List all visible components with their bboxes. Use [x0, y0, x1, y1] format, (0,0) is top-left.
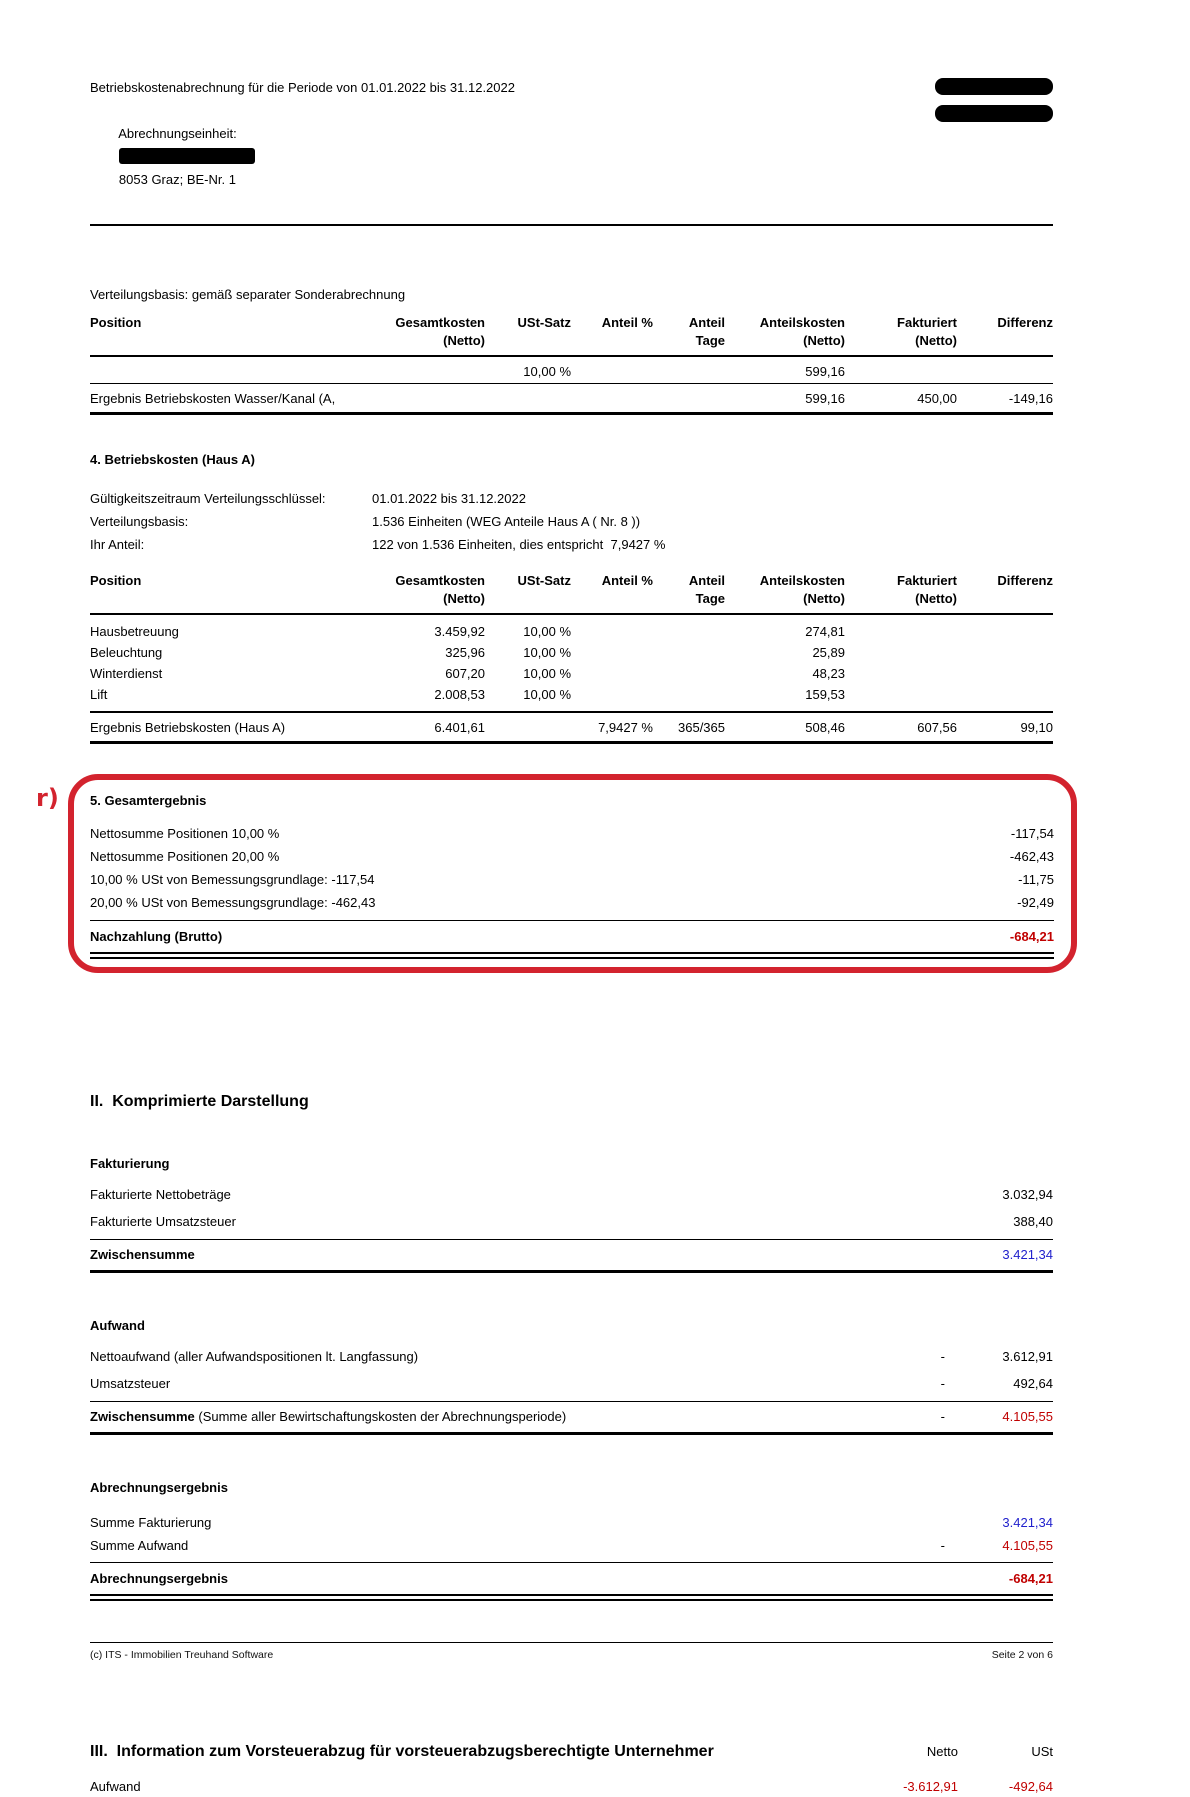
section3: [90, 1743, 1053, 1797]
cell-anteilskosten: 274,81: [805, 624, 845, 639]
summary-row: [90, 891, 1054, 914]
subtotal-label: Zwischensumme: [90, 1409, 195, 1424]
meta-label: Gültigkeitszeitraum Verteilungsschlüssel:: [90, 491, 326, 506]
highlight-box-gesamtergebnis: [36, 774, 1077, 973]
header-divider: [90, 224, 1053, 226]
cell-gesamtkosten: 2.008,53: [434, 687, 485, 702]
cell-anteil-tage: 365/365: [678, 719, 725, 735]
cell-position: Hausbetreuung: [90, 624, 179, 639]
zwischensumme-row: [90, 1402, 1053, 1432]
cell-anteilskosten: 508,46: [805, 719, 845, 735]
column-header-anteil-prozent: Anteil %: [601, 573, 653, 588]
meta-row: [90, 487, 1053, 510]
summary-value: -92,49: [1017, 895, 1054, 910]
minus-sign: -: [940, 1376, 945, 1391]
minus-sign: -: [940, 1538, 945, 1553]
column-header-fakturiert: Fakturiert (Netto): [897, 315, 957, 348]
meta-row: [90, 533, 1053, 556]
subtotal-dash: [925, 1247, 945, 1262]
summary-value: 3.612,91: [1002, 1349, 1053, 1364]
row-label: Aufwand: [90, 1779, 141, 1794]
subtotal-note: (Summe aller Bewirtschaftungskosten der Abrechnungsperiode): [194, 1409, 567, 1424]
cell-differenz: 99,10: [1020, 719, 1053, 735]
abrechnungsergebnis-heading: Abrechnungsergebnis: [90, 1480, 228, 1495]
summary-row: [90, 1534, 1053, 1557]
cell-position: Beleuchtung: [90, 645, 163, 660]
minus-sign: -: [940, 1409, 945, 1424]
total-label: Nachzahlung (Brutto): [90, 929, 223, 944]
section4-title: 4. Betriebskosten (Haus A): [90, 452, 255, 467]
summary-row: [90, 1181, 1053, 1208]
accounting-unit-line: [90, 99, 515, 214]
summary-row: [90, 1511, 1053, 1534]
meta-value: 1.536 Einheiten (WEG Anteile Haus A ( Nr. 8 )): [372, 514, 641, 529]
nachzahlung-total-row: [90, 921, 1054, 952]
cell-anteil-prozent: 7,9427 %: [598, 719, 653, 735]
meta-row: [90, 510, 1053, 533]
cell-anteilskosten: 599,16: [805, 364, 845, 379]
summary-value: -462,43: [1009, 849, 1054, 864]
column-header-ust-satz: USt-Satz: [517, 573, 571, 588]
section3-header: [90, 1743, 1053, 1761]
column-header-netto: Netto: [926, 1744, 958, 1759]
column-header-anteil-tage: Anteil Tage: [688, 573, 725, 606]
meta-value: 122 von 1.536 Einheiten, dies entspricht 7,9427 %: [372, 537, 666, 552]
column-header-position: Position: [90, 315, 142, 330]
summary-label: Nettosumme Positionen 10,00 %: [90, 826, 280, 841]
meta-value: 01.01.2022 bis 31.12.2022: [372, 491, 526, 506]
table-bottom-rule: [90, 1432, 1053, 1435]
ust-value: -492,64: [1008, 1779, 1053, 1794]
section2-title: II. Komprimierte Darstellung: [90, 1093, 309, 1110]
total-value: -684,21: [1009, 929, 1054, 944]
zwischensumme-row: [90, 1240, 1053, 1270]
handwritten-annotation: r): [36, 784, 59, 812]
fakturierung-rows: [90, 1181, 1053, 1235]
distribution-basis-note: Verteilungsbasis: gemäß separater Sonderabrechnung: [90, 287, 406, 302]
summary-value: 4.105,55: [1002, 1538, 1053, 1553]
cell-gesamtkosten: 6.401,61: [434, 719, 485, 735]
column-header-ust: USt: [1031, 1744, 1053, 1759]
netto-value: -3.612,91: [903, 1779, 958, 1794]
table-row-winterdienst: [90, 663, 1053, 684]
table-row-lift: [90, 684, 1053, 705]
cell-gesamtkosten: 325,96: [445, 645, 485, 660]
summary-label: Fakturierte Nettobeträge: [90, 1187, 231, 1202]
footer-software-credit: (c) ITS - Immobilien Treuhand Software: [90, 1649, 274, 1661]
summary-row: [90, 845, 1054, 868]
header-text: [90, 76, 515, 214]
subtotal-value: 4.105,55: [1002, 1409, 1053, 1424]
column-header-anteil-prozent: Anteil %: [601, 315, 653, 330]
double-rule: [90, 1594, 1053, 1601]
summary-label: Fakturierte Umsatzsteuer: [90, 1214, 236, 1229]
section4-meta: [90, 487, 1053, 556]
cell-fakturiert: 450,00: [917, 390, 957, 406]
cell-position: Ergebnis Betriebskosten Wasser/Kanal (A,: [90, 390, 336, 406]
summary-value: -117,54: [1010, 826, 1054, 841]
double-rule: [90, 952, 1054, 959]
minus-sign: [925, 1511, 945, 1534]
cell-ust-satz: 10,00 %: [523, 687, 571, 702]
table-row-beleuchtung: [90, 642, 1053, 663]
cell-anteilskosten: 25,89: [812, 645, 845, 660]
summary-label: Summe Aufwand: [90, 1538, 189, 1553]
document-page: [36, 0, 1054, 1797]
minus-sign: -: [940, 1349, 945, 1364]
cell-anteilskosten: 48,23: [812, 666, 845, 681]
accounting-unit-label: Abrechnungseinheit:: [118, 126, 237, 141]
section5-title: 5. Gesamtergebnis: [90, 793, 207, 808]
summary-row: [90, 868, 1054, 891]
total-label: Abrechnungsergebnis: [90, 1571, 228, 1586]
cell-gesamtkosten: 607,20: [445, 666, 485, 681]
cell-ust-satz: 10,00 %: [523, 624, 571, 639]
section3-title: III. Information zum Vorsteuerabzug für vorsteuerabzugsberechtigte Unternehmer: [90, 1743, 714, 1760]
document-title: Betriebskostenabrechnung für die Periode von 01.01.2022 bis 31.12.2022: [90, 80, 515, 95]
summary-value: 388,40: [1013, 1214, 1053, 1229]
cell-anteilskosten: 599,16: [805, 390, 845, 406]
cell-ust-satz: 10,00 %: [523, 666, 571, 681]
accounting-unit-suffix: 8053 Graz; BE-Nr. 1: [118, 172, 236, 187]
summary-label: Nettosumme Positionen 20,00 %: [90, 849, 280, 864]
column-header-anteilskosten: Anteilskosten (Netto): [759, 573, 845, 606]
column-header-ust-satz: USt-Satz: [517, 315, 571, 330]
section5-rows: [90, 822, 1054, 914]
aufwand-rows: [90, 1343, 1053, 1397]
redaction-bar: [119, 148, 255, 164]
summary-label: Nettoaufwand (aller Aufwandspositionen lt. Langfassung): [90, 1349, 419, 1364]
column-header-differenz: Differenz: [997, 315, 1053, 330]
table-row-ergebnis-haus-a: [90, 713, 1053, 741]
summary-label: 20,00 % USt von Bemessungsgrundlage: -462,43: [90, 895, 376, 910]
summary-label: 10,00 % USt von Bemessungsgrundlage: -117,54: [90, 872, 375, 887]
column-header-anteil-tage: Anteil Tage: [688, 315, 725, 348]
total-value: -684,21: [1008, 1571, 1053, 1586]
summary-value: 492,64: [1013, 1376, 1053, 1391]
page-number: Seite 2 von 6: [991, 1649, 1053, 1661]
table-bottom-rule: [90, 1270, 1053, 1273]
table-bottom-rule: [90, 412, 1053, 415]
cell-fakturiert: 607,56: [917, 719, 957, 735]
vorsteuer-row: [90, 1777, 1053, 1797]
cell-ust-satz: 10,00 %: [523, 645, 571, 660]
abrechnungsergebnis-rows: [90, 1511, 1053, 1557]
cost-table-header: [90, 314, 1053, 357]
cell-position: Ergebnis Betriebskosten (Haus A): [90, 719, 286, 735]
abrechnungsergebnis-total-row: [90, 1563, 1053, 1594]
column-header-differenz: Differenz: [997, 573, 1053, 588]
summary-value: 3.032,94: [1002, 1187, 1053, 1202]
summary-value: -11,75: [1018, 872, 1054, 887]
meta-label: Ihr Anteil:: [90, 537, 145, 552]
summary-label: Umsatzsteuer: [90, 1376, 171, 1391]
column-header-anteilskosten: Anteilskosten (Netto): [759, 315, 845, 348]
column-header-gesamtkosten: Gesamtkosten (Netto): [395, 573, 485, 606]
summary-value: 3.421,34: [1002, 1515, 1053, 1530]
meta-label: Verteilungsbasis:: [90, 514, 189, 529]
column-header-fakturiert: Fakturiert (Netto): [897, 573, 957, 606]
cell-anteilskosten: 159,53: [805, 687, 845, 702]
summary-row: [90, 1370, 1053, 1397]
table-row-ergebnis-wasser-kanal: [90, 384, 1053, 412]
subtotal-label: Zwischensumme: [90, 1247, 195, 1262]
cell-differenz: -149,16: [1008, 390, 1053, 406]
summary-label: Summe Fakturierung: [90, 1515, 212, 1530]
column-header-gesamtkosten: Gesamtkosten (Netto): [395, 315, 485, 348]
subtotal-value: 3.421,34: [1002, 1247, 1053, 1262]
summary-row: [90, 1343, 1053, 1370]
cell-ust-satz: 10,00 %: [523, 364, 571, 379]
aufwand-heading: Aufwand: [90, 1318, 145, 1333]
cell-gesamtkosten: 3.459,92: [434, 624, 485, 639]
header-redactions: [935, 76, 1053, 214]
summary-row: [90, 822, 1054, 845]
cell-position: Winterdienst: [90, 666, 163, 681]
cell-position: Lift: [90, 687, 108, 702]
table-bottom-rule: [90, 741, 1053, 744]
fakturierung-heading: Fakturierung: [90, 1156, 170, 1171]
column-header-position: Position: [90, 573, 142, 588]
redaction-bar: [935, 78, 1053, 95]
cost-table-header: [90, 572, 1053, 615]
summary-row: [90, 1208, 1053, 1235]
table-row-hausbetreuung: [90, 621, 1053, 642]
page-footer: [90, 1642, 1053, 1661]
redaction-bar: [935, 105, 1053, 122]
page-header: [90, 76, 1053, 214]
table-row: [90, 357, 1053, 383]
